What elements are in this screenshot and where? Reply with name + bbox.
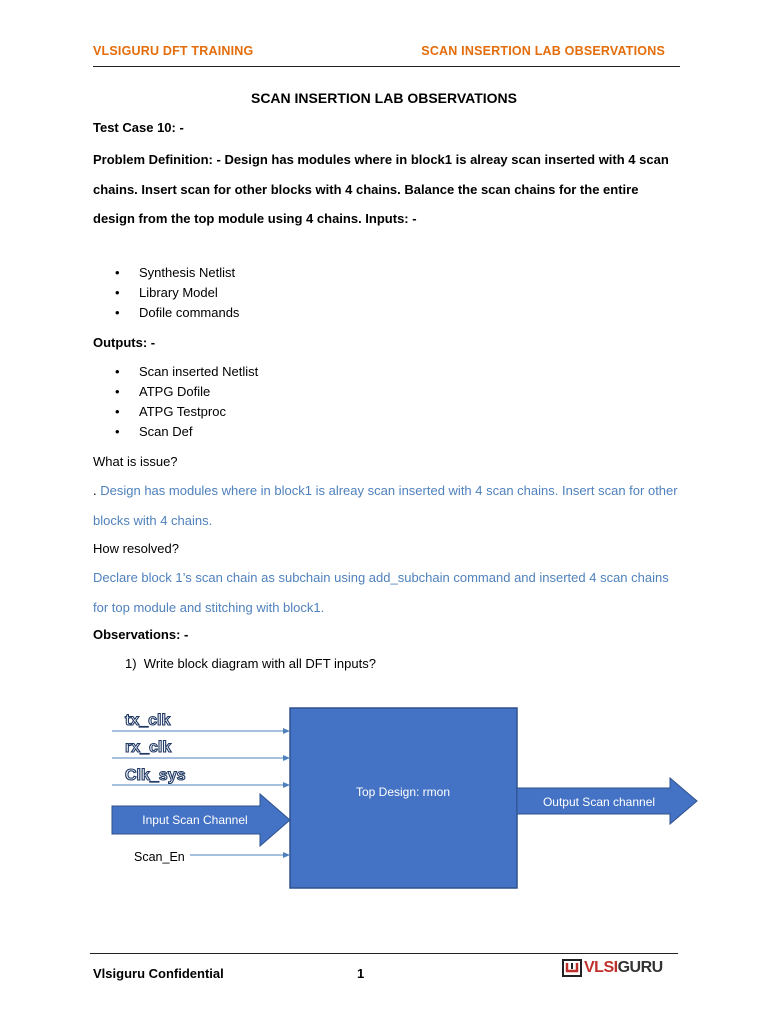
rx-clk-arrowhead (283, 755, 290, 761)
question-number: 1) (125, 656, 137, 671)
rx-clk-label: rx_clk (125, 739, 172, 756)
logo-text: VLSIGURU (584, 959, 663, 976)
footer-confidential: Vlsiguru Confidential (93, 966, 224, 981)
vlsiguru-logo (562, 957, 663, 979)
page-number: 1 (357, 966, 365, 981)
output-scan-label: Output Scan channel (542, 795, 656, 809)
scan-en-label: Scan_En (134, 850, 185, 864)
list-item: • ATPG Testproc (93, 402, 258, 422)
list-item: • Scan inserted Netlist (93, 362, 258, 382)
list-item: • Synthesis Netlist (93, 263, 239, 283)
list-item: • Scan Def (93, 422, 258, 442)
logo-mark-icon (562, 959, 582, 977)
header-left: VLSIGURU DFT TRAINING (93, 44, 254, 58)
list-item: • Library Model (93, 283, 239, 303)
resolved-label: How resolved? (93, 541, 179, 556)
problem-definition: Problem Definition: - Design has modules where in block1 is alreay scan inserted with 4 scan chains. Insert scan for other blocks with 4 chains. Balance the scan chains for the entire design from the top module using 4 chains. Inputs: - (93, 152, 669, 226)
footer-divider (90, 953, 678, 954)
list-item: • ATPG Dofile (93, 382, 258, 402)
test-case-label: Test Case 10: - (93, 120, 184, 135)
observations-label: Observations: - (93, 627, 189, 642)
list-item: • Dofile commands (93, 303, 239, 323)
issue-prefix: . (93, 483, 97, 498)
page-title: SCAN INSERTION LAB OBSERVATIONS (250, 90, 518, 106)
question-text: Write block diagram with all DFT inputs? (143, 656, 376, 671)
top-design-label: Top Design: rmon (355, 785, 451, 799)
clk-sys-label: Clk_sys (125, 767, 186, 784)
issue-label: What is issue? (93, 454, 178, 469)
scan-en-arrowhead (283, 852, 290, 858)
tx-clk-arrowhead (283, 728, 290, 734)
issue-text: Design has modules where in block1 is alreay scan inserted with 4 scan chains. Insert scan for other blocks with 4 chains. (93, 483, 678, 528)
outputs-label: Outputs: - (93, 335, 156, 350)
clk-sys-arrowhead (283, 782, 290, 788)
input-scan-label: Input Scan Channel (142, 813, 248, 827)
tx-clk-label: tx_clk (125, 712, 171, 729)
header-right: SCAN INSERTION LAB OBSERVATIONS (421, 44, 665, 58)
resolved-text: Declare block 1’s scan chain as subchain using add_subchain command and inserted 4 scan chains for top module and stitching with block1. (93, 570, 669, 615)
